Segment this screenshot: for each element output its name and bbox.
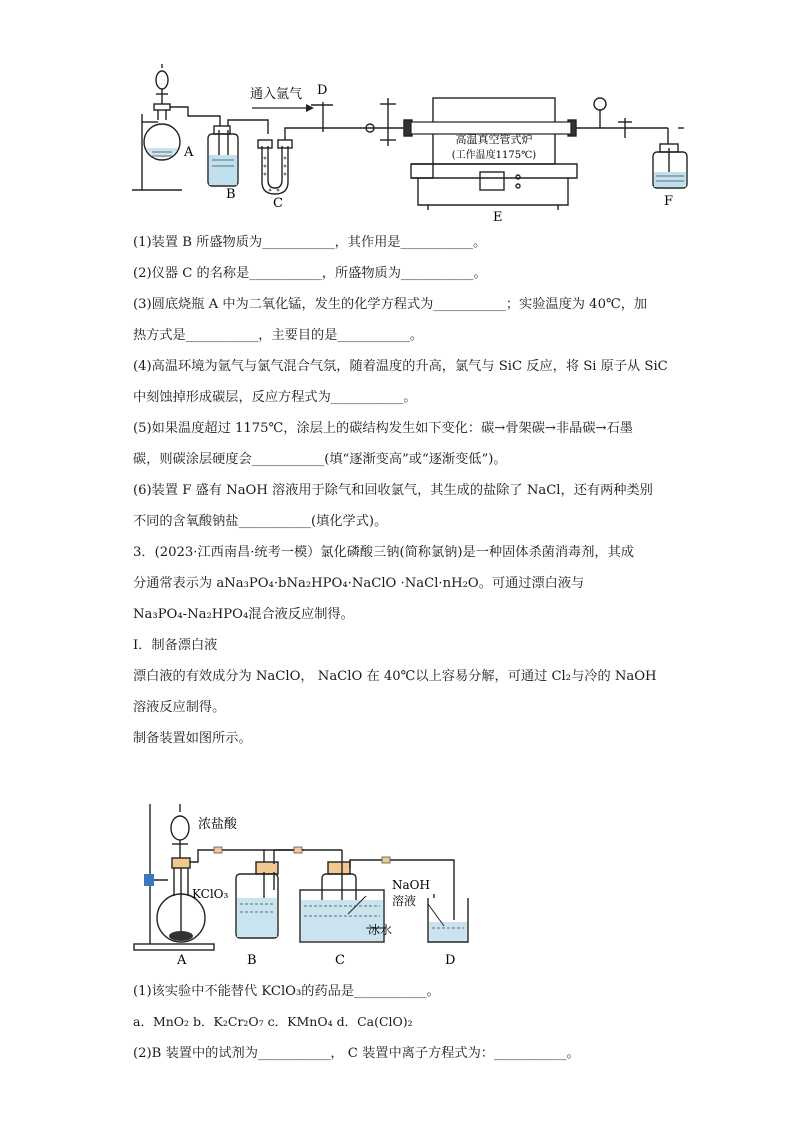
acid-label: 浓盐酸 — [198, 817, 238, 832]
fig2-label-B: B — [247, 953, 257, 968]
label-D: D — [317, 83, 328, 98]
label-A: A — [184, 145, 194, 160]
apparatus-figure-2 — [128, 794, 488, 974]
solution-label: 溶液 — [392, 894, 417, 908]
question-3-line-2: 热方式是___________，主要目的是___________。 — [133, 328, 424, 343]
question-5-line-1: (5)如果温度超过 1175℃，涂层上的碳结构发生如下变化：碳→骨架碳→非晶碳→石墨 — [133, 421, 633, 436]
part2-question-1: (1)该实验中不能替代 KClO₃的药品是___________。 — [133, 984, 440, 999]
icewater-label: 冰水 — [368, 923, 393, 937]
problem-3-line-3: Na₃PO₄-Na₂HPO₄混合液反应制得。 — [133, 607, 354, 622]
chlorine-note: 通入氩气 — [250, 87, 303, 102]
apparatus-figure-1 — [128, 60, 698, 225]
problem-3-line-2: 分通常表示为 aNa₃PO₄·bNa₂HPO₄·NaClO ·NaCl·nH₂O。可通过漂白液与 — [133, 576, 585, 591]
label-E: E — [493, 210, 503, 225]
problem-3-line-1: 3．(2023·江西南昌·统考一模）氯化磷酸三钠(简称氯钠)是一种固体杀菌消毒剂，其成 — [133, 545, 634, 560]
part2-question-2: (2)B 装置中的试剂为___________， C 装置中离子方程式为：___________。 — [133, 1046, 580, 1061]
furnace-subtitle: (工作温度1175℃) — [451, 150, 537, 161]
text-line-3: 制备装置如图所示。 — [133, 731, 252, 746]
text-line-2: 溶液反应制得。 — [133, 700, 226, 715]
naoh-label: NaOH — [392, 878, 430, 892]
part2-options: a．MnO₂ b．K₂Cr₂O₇ c．KMnO₄ d．Ca(ClO)₂ — [133, 1014, 413, 1029]
question-2: (2)仪器 C 的名称是___________，所盛物质为___________。 — [133, 266, 487, 281]
question-1: (1)装置 B 所盛物质为___________，其作用是___________。 — [133, 235, 487, 250]
label-F: F — [664, 194, 674, 209]
question-5-line-2: 碳，则碳涂层硬度会___________(填“逐渐变高”或“逐渐变低”)。 — [133, 452, 507, 467]
label-B: B — [226, 187, 236, 202]
section-heading: Ⅰ．制备漂白液 — [133, 638, 218, 653]
fig2-label-D: D — [445, 953, 456, 968]
question-4-line-2: 中刻蚀掉形成碳层，反应方程式为___________。 — [133, 390, 417, 405]
question-4-line-1: (4)高温环境为氩气与氯气混合气氛，随着温度的升高，氯气与 SiC 反应，将 Si 原子从 SiC — [133, 359, 668, 374]
fig2-label-A: A — [177, 953, 187, 968]
question-3-line-1: (3)圆底烧瓶 A 中为二氧化锰，发生的化学方程式为___________；实验温度为 40℃，加 — [133, 297, 648, 312]
question-6-line-2: 不同的含氧酸钠盐___________(填化学式)。 — [133, 514, 388, 529]
kclo3-label: KClO₃ — [192, 887, 229, 901]
text-line-1: 漂白液的有效成分为 NaClO， NaClO 在 40℃以上容易分解，可通过 Cl₂与冷的 NaOH — [133, 669, 657, 684]
question-6-line-1: (6)装置 F 盛有 NaOH 溶液用于除气和回收氯气，其生成的盐除了 NaCl，还有两种类别 — [133, 483, 653, 498]
furnace-title: 高温真空管式炉 — [455, 133, 533, 146]
label-C: C — [273, 196, 283, 211]
fig2-label-C: C — [335, 953, 345, 968]
